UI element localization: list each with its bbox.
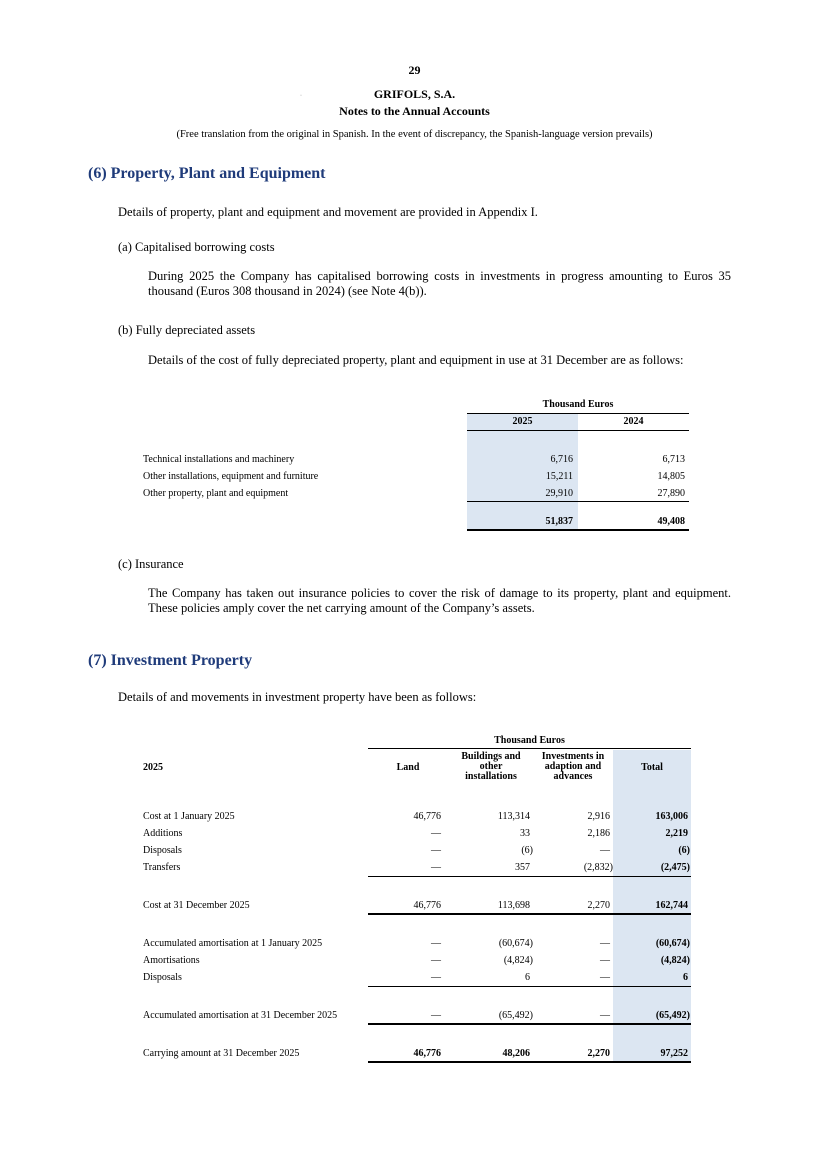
- table-cell: 113,698: [497, 900, 530, 911]
- table-cell-total: (6): [678, 845, 690, 856]
- table-cell-total: 97,252: [660, 1048, 688, 1059]
- col-header-investments-2: adaption and: [544, 761, 602, 772]
- table-cell: 2,270: [587, 1048, 610, 1059]
- company-name: GRIFOLS, S.A.: [373, 87, 456, 101]
- table-row-label: Amortisations: [143, 955, 200, 966]
- table-cell: 33: [520, 828, 530, 839]
- table-cell-total: (4,824): [660, 955, 690, 966]
- header-rule: [467, 413, 689, 414]
- section-7-title: (7) Investment Property: [88, 652, 253, 669]
- subsection-b-text: Details of the cost of fully depreciated property, plant and equipment in use at 31 December are as follows:: [148, 353, 684, 367]
- subsection-b-heading: (b) Fully depreciated assets: [118, 323, 256, 337]
- table-row-label: Accumulated amortisation at 31 December 2025: [143, 1010, 338, 1021]
- subtotal-rule: [368, 876, 691, 877]
- col-header-investments-3: advances: [553, 771, 593, 782]
- table-cell: —: [431, 955, 441, 966]
- table-cell: 46,776: [413, 811, 441, 822]
- col-header-buildings-2: other: [479, 761, 503, 772]
- total-double-rule: [467, 529, 689, 531]
- table-cell: —: [431, 845, 441, 856]
- subsection-a-heading: (a) Capitalised borrowing costs: [118, 240, 275, 254]
- table-row-label: Disposals: [143, 845, 182, 856]
- table-cell: 2,186: [587, 828, 610, 839]
- table-row-label: Cost at 1 January 2025: [143, 811, 235, 822]
- page-number: 29: [408, 63, 421, 77]
- table-cell: 6,713: [662, 454, 685, 465]
- header-rule: [368, 748, 691, 749]
- table-cell-total: (60,674): [655, 938, 690, 949]
- table-row-label: Other installations, equipment and furniture: [143, 471, 319, 482]
- table-cell: 6,716: [550, 454, 573, 465]
- table-cell: 2,270: [587, 900, 610, 911]
- subsection-a-text: During 2025 the Company has capitalised borrowing costs in investments in progress amounting to Euros 35 thousand (Euros 308 thousand in 2024) (see Note 4(b)).: [148, 269, 731, 298]
- table-cell: 113,314: [497, 811, 530, 822]
- total-double-rule: [368, 1061, 691, 1063]
- table-cell: (60,674): [498, 938, 533, 949]
- table-row-label: Transfers: [143, 862, 181, 873]
- table-cell: 48,206: [502, 1048, 530, 1059]
- table-cell: (65,492): [498, 1010, 533, 1021]
- table-row-label: Other property, plant and equipment: [143, 488, 289, 499]
- table-row-label: Cost at 31 December 2025: [143, 900, 250, 911]
- table-cell: —: [431, 828, 441, 839]
- col-header-land: Land: [396, 762, 420, 773]
- table-cell: —: [600, 972, 610, 983]
- table-cell: (4,824): [503, 955, 533, 966]
- document-subtitle: Notes to the Annual Accounts: [339, 104, 490, 118]
- col-header-buildings-1: Buildings and: [461, 751, 521, 762]
- table-cell: 27,890: [657, 488, 685, 499]
- table-cell-total: 163,006: [655, 811, 688, 822]
- section-6-title: (6) Property, Plant and Equipment: [88, 165, 326, 182]
- table-year: 2025: [143, 762, 163, 773]
- col-header-buildings-3: installations: [465, 771, 517, 782]
- table-cell: —: [600, 845, 610, 856]
- table-row-label: Carrying amount at 31 December 2025: [143, 1048, 300, 1059]
- total-2024: 49,408: [657, 516, 685, 527]
- subsection-c-heading: (c) Insurance: [118, 557, 184, 571]
- table-group-header: Thousand Euros: [494, 735, 565, 746]
- table-cell: —: [600, 938, 610, 949]
- table-cell: —: [600, 955, 610, 966]
- col-header-2025: 2025: [512, 416, 533, 427]
- table-cell: —: [431, 938, 441, 949]
- table-cell-total: 162,744: [655, 900, 688, 911]
- table-row-label: Technical installations and machinery: [143, 454, 295, 465]
- table-cell-total: (2,475): [660, 862, 690, 873]
- table-cell: 46,776: [413, 1048, 441, 1059]
- table-row-label: Additions: [143, 828, 183, 839]
- table-cell: 6: [525, 972, 530, 983]
- table-cell: —: [431, 972, 441, 983]
- total-double-rule: [368, 1023, 691, 1025]
- section-6-intro: Details of property, plant and equipment and movement are provided in Appendix I.: [118, 205, 538, 219]
- col-header-total: Total: [641, 762, 663, 773]
- total-2025: 51,837: [545, 516, 573, 527]
- col-header-2024: 2024: [623, 416, 644, 427]
- table-group-header: Thousand Euros: [542, 399, 614, 410]
- table-cell: 15,211: [545, 471, 573, 482]
- section-7-intro: Details of and movements in investment property have been as follows:: [118, 690, 477, 704]
- table-cell: 357: [515, 862, 530, 873]
- table-cell-total: (65,492): [655, 1010, 690, 1021]
- table-cell: 29,910: [545, 488, 573, 499]
- table-cell: (6): [521, 845, 533, 856]
- table-cell: —: [600, 1010, 610, 1021]
- table-cell-total: 6: [683, 972, 688, 983]
- table-cell: (2,832): [583, 862, 613, 873]
- decorative-dot: ·: [300, 93, 302, 99]
- table-cell: —: [431, 1010, 441, 1021]
- translation-note: (Free translation from the original in Spanish. In the event of discrepancy, the Spanish-language version prevails): [176, 129, 653, 140]
- table-row-label: Disposals: [143, 972, 182, 983]
- table-cell-total: 2,219: [665, 828, 688, 839]
- table-cell: 2,916: [587, 811, 610, 822]
- table-cell: —: [431, 862, 441, 873]
- col-header-investments-1: Investments in: [541, 751, 605, 762]
- table-cell: 46,776: [413, 900, 441, 911]
- header-bottom-rule: [467, 430, 689, 431]
- table-row-label: Accumulated amortisation at 1 January 2025: [143, 938, 323, 949]
- subtotal-rule: [368, 986, 691, 987]
- subsection-c-text: The Company has taken out insurance policies to cover the risk of damage to its property, plant and equipment. These policies amply cover the net carrying amount of the Company’s assets.: [148, 586, 731, 615]
- subtotal-rule: [467, 501, 689, 502]
- table-cell: 14,805: [657, 471, 685, 482]
- total-double-rule: [368, 913, 691, 915]
